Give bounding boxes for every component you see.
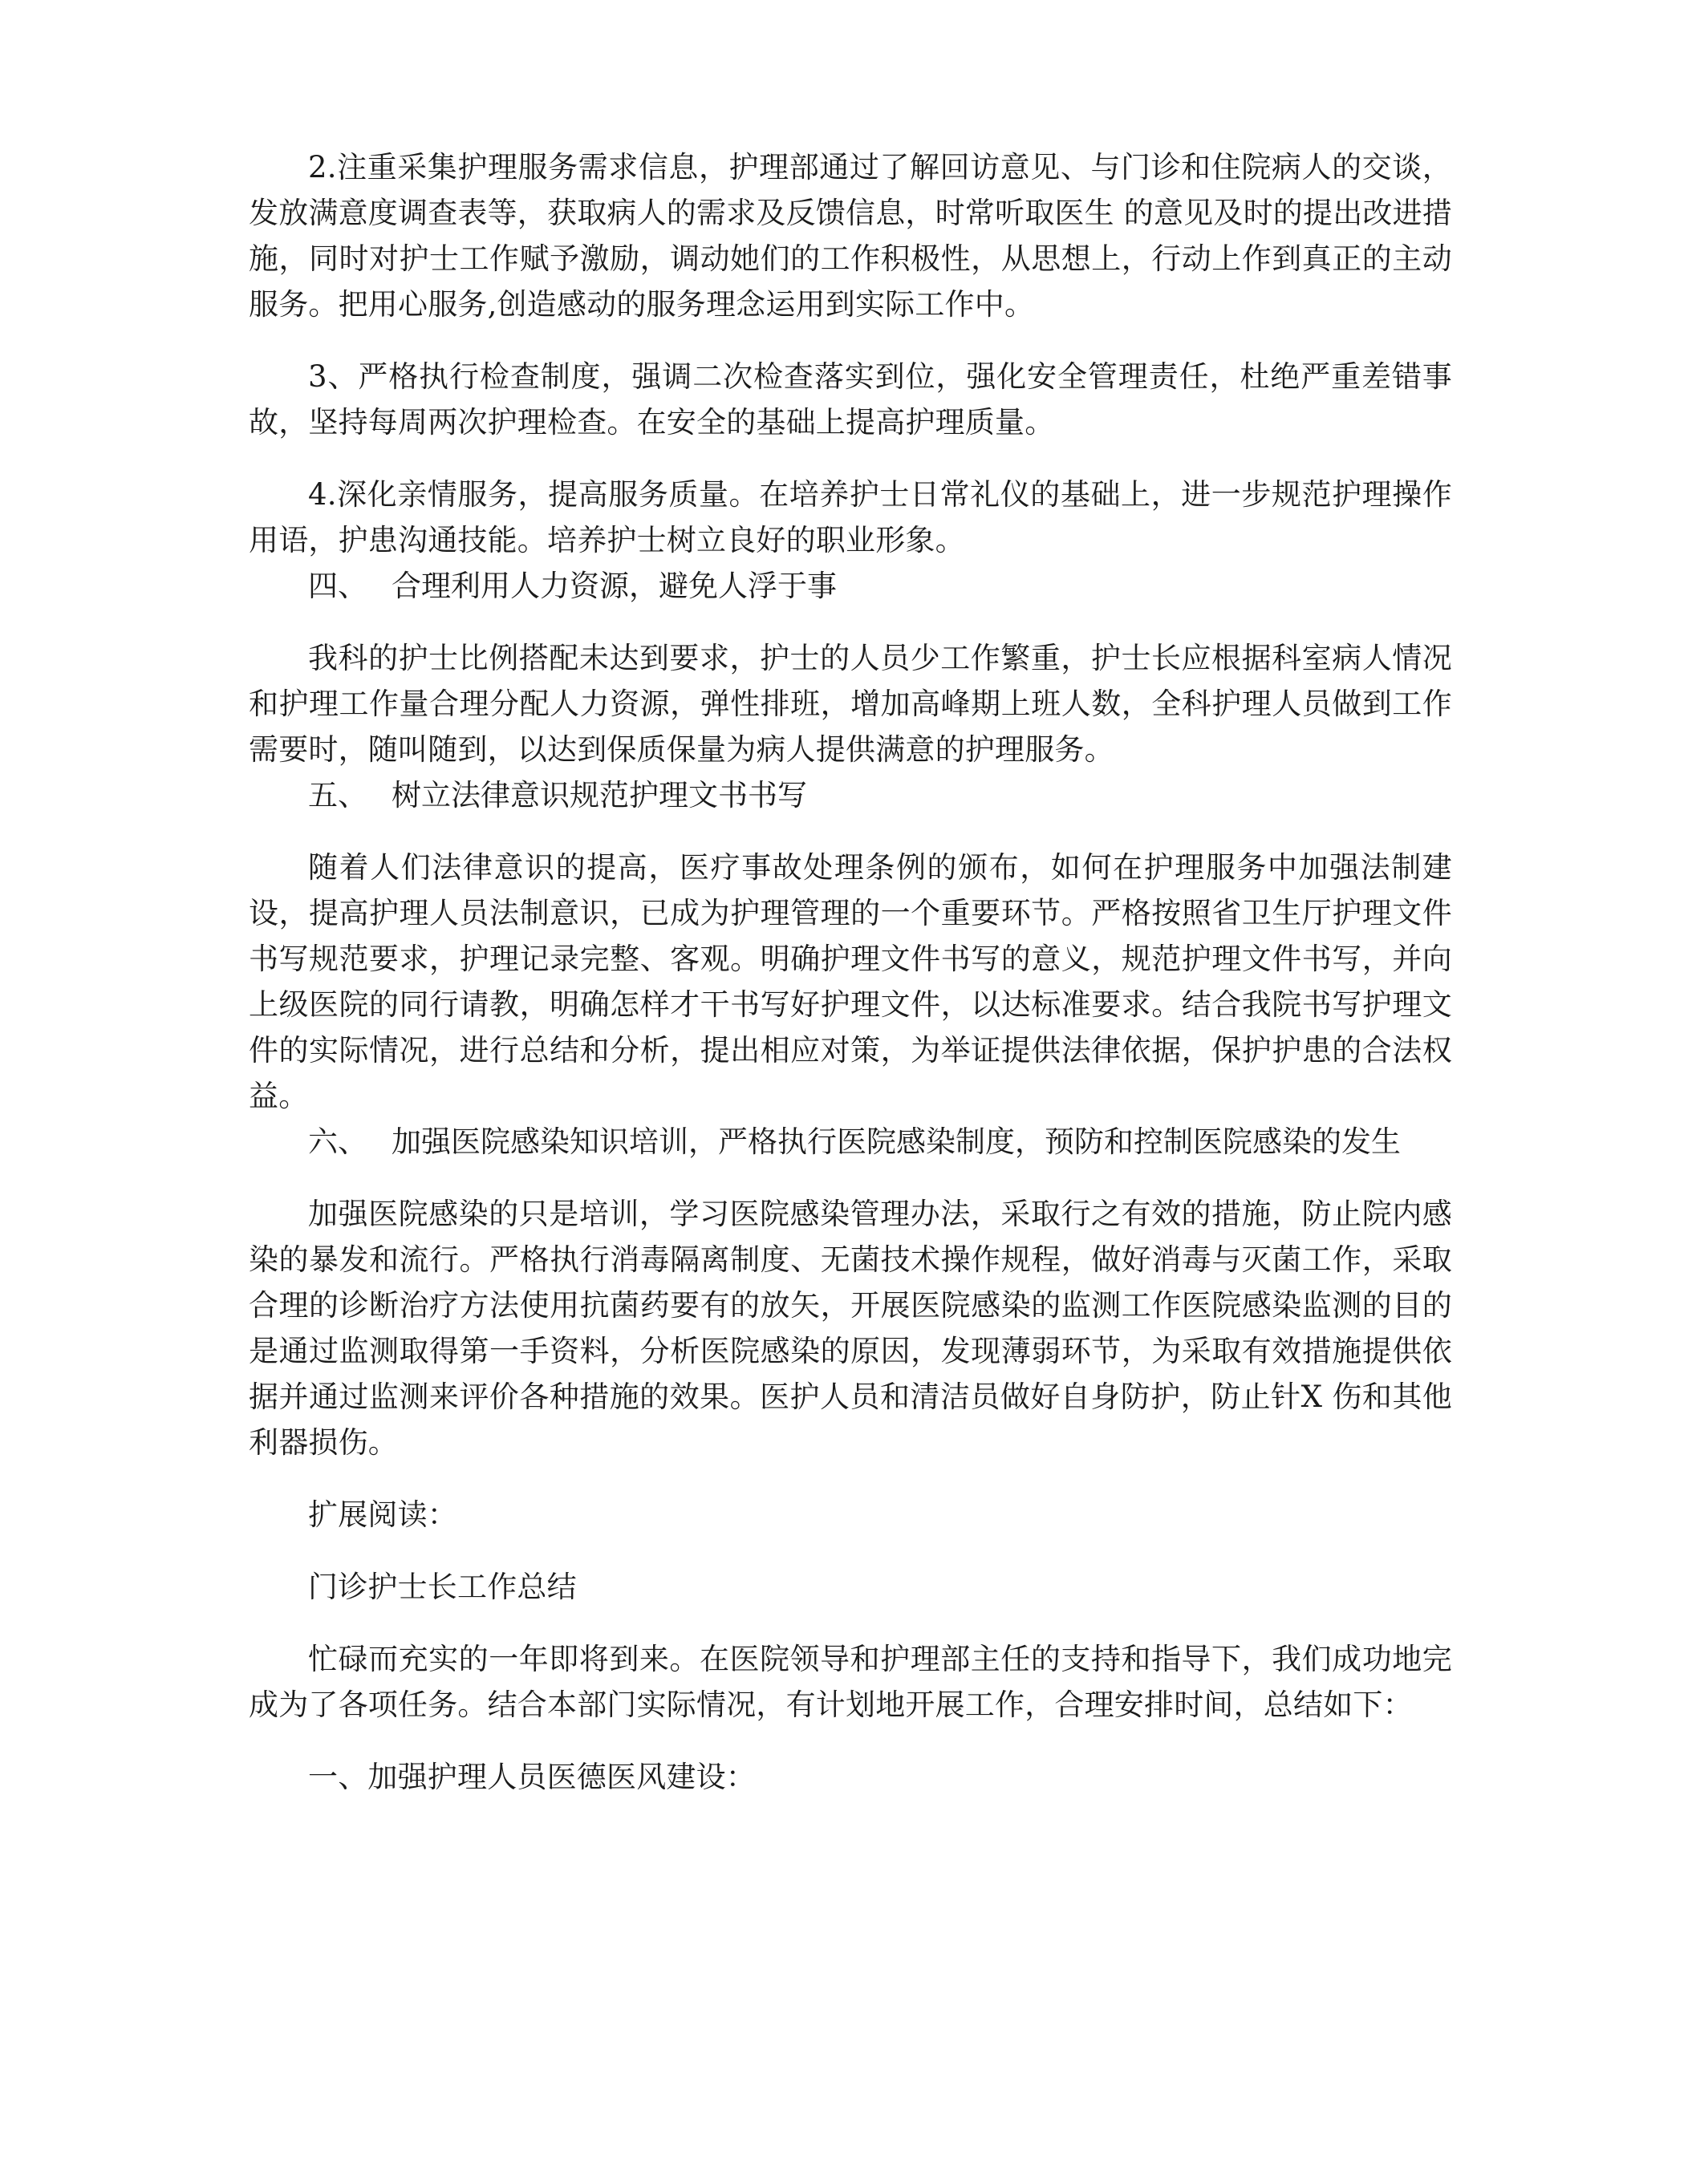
section-number: 四、 [308,569,367,603]
paragraph-legal-documents: 随着人们法律意识的提高，医疗事故处理条例的颁布，如何在护理服务中加强法制建设，提高护理人员法制意识，已成为护理管理的一个重要环节。严格按照省卫生厅护理文件书写规范要求，护理记录完整、客观。明确护理文件书写的意义，规范护理文件书写，并向上级医院的同行请教，明确怎样才干书写好护理文件，以达标准要求。结合我院书写护理文件的实际情况，进行总结和分析，提出相应对策，为举证提供法律依据，保护护患的合法权益。 [249,850,1452,1113]
section-heading-infection-control [249,1119,1452,1165]
document-page [249,144,1452,1800]
paragraph-section-one: 一、加强护理人员医德医风建设： [308,1760,756,1794]
section-title: 树立法律意识规范护理文书书写 [392,778,807,812]
paragraph-service-needs: 2.注重采集护理服务需求信息，护理部通过了解回访意见、与门诊和住院病人的交谈，发放满意度调查表等，获取病人的需求及反馈信息，时常听取医生 的意见及时的提出改进措施，同时对护士工作赋予激励，调动她们的工作积极性，从思想上，行动上作到真正的主动服务。把用心服务,创造感动的服务理念运用到实际工作中。 [249,150,1452,322]
paragraph-inspection-system: 3、严格执行检查制度，强调二次检查落实到位，强化安全管理责任，杜绝严重差错事故，坚持每周两次护理检查。在安全的基础上提高护理质量。 [249,359,1452,440]
paragraph-annual-intro: 忙碌而充实的一年即将到来。在医院领导和护理部主任的支持和指导下，我们成功地完成为了各项任务。结合本部门实际情况，有计划地开展工作，合理安排时间，总结如下： [249,1642,1452,1722]
paragraph-infection-training: 加强医院感染的只是培训，学习医院感染管理办法，采取行之有效的措施，防止院内感染的暴发和流行。严格执行消毒隔离制度、无菌技术操作规程，做好消毒与灭菌工作，采取合理的诊断治疗方法使用抗菌药要有的放矢，开展医院感染的监测工作医院感染监测的目的是通过监测取得第一手资料，分析医院感染的原因，发现薄弱环节，为采取有效措施提供依据并通过监测来评价各种措施的效果。医护人员和清洁员做好自身防护，防止针X 伤和其他利器损伤。 [249,1197,1452,1460]
section-heading-human-resources [249,563,1452,609]
paragraph-staffing: 我科的护士比例搭配未达到要求，护士的人员少工作繁重，护士长应根据科室病人情况和护理工作量合理分配人力资源，弹性排班，增加高峰期上班人数，全科护理人员做到工作需要时，随叫随到，以达到保质保量为病人提供满意的护理服务。 [249,641,1452,767]
section-title: 合理利用人力资源，避免人浮于事 [392,569,837,603]
paragraph-extended-reading: 扩展阅读： [308,1497,457,1532]
section-title: 加强医院感染知识培训，严格执行医院感染制度，预防和控制医院感染的发生 [392,1124,1401,1159]
paragraph-kinship-service: 4.深化亲情服务，提高服务质量。在培养护士日常礼仪的基础上，进一步规范护理操作用语，护患沟通技能。培养护士树立良好的职业形象。 [249,477,1452,557]
section-number: 六、 [308,1124,367,1159]
paragraph-article-title: 门诊护士长工作总结 [308,1570,577,1604]
section-number: 五、 [308,778,367,812]
section-heading-legal-awareness [249,772,1452,818]
